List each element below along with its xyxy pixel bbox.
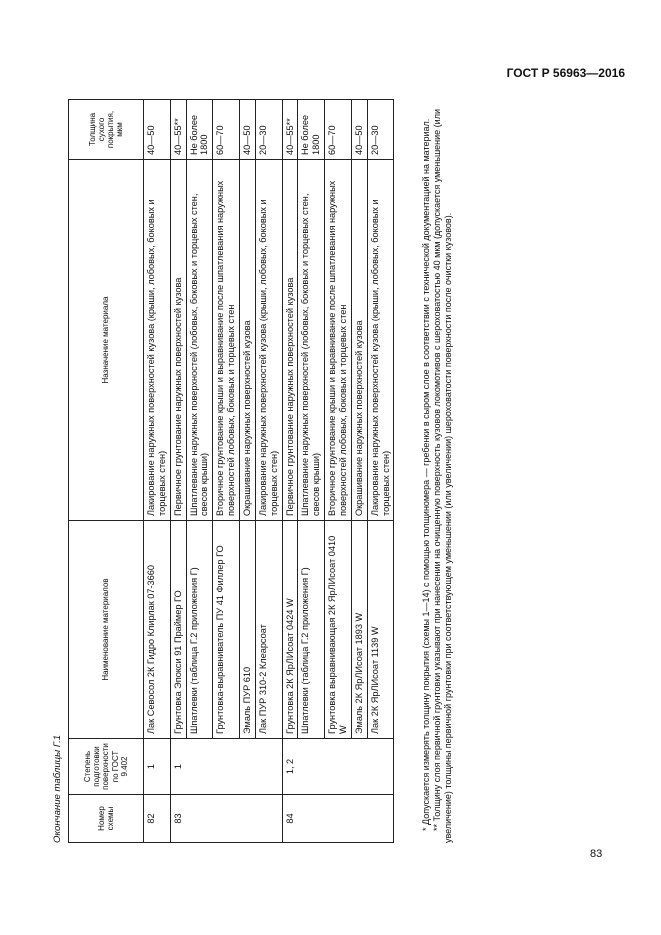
material-purpose: Лакирование наружных поверхностей кузова (крыши, лобовых, боковых и торцевых стен) bbox=[144, 160, 171, 521]
table-row bbox=[255, 100, 282, 843]
material-name: Грунтовка-выравниватель ПУ 41 Филлер ГО bbox=[213, 521, 240, 739]
material-purpose: Первичное грунтование наружных поверхностей кузова bbox=[282, 160, 298, 521]
material-name: Лак Севосол 2К Гидро Клирлак 07-3660 bbox=[144, 521, 171, 739]
prep-degree: 1, 2 bbox=[282, 739, 394, 795]
header-dry-thickness: Толщина сухого покрытия, мкм bbox=[69, 100, 144, 160]
material-purpose: Окрашивание наружных поверхностей кузова bbox=[351, 160, 367, 521]
table-header-row bbox=[69, 100, 144, 843]
table-row bbox=[144, 100, 171, 843]
material-name: Эмаль 2К ЯрЛИсоат 1893 W bbox=[351, 521, 367, 739]
table-row bbox=[351, 100, 367, 843]
thickness-value: 40—55** bbox=[282, 100, 298, 160]
table-row bbox=[367, 100, 394, 843]
thickness-value: 40—50 bbox=[351, 100, 367, 160]
footnote-2: ** Толщину слоя первичной грунтовки указывают при нанесении на очищенную поверхность кузовов локомотивов с шероховатостью 40 мкм (допускается уменьшение (или увеличение) толщины первичной грунтовки при соответствующем уменьшении (или увеличении) шероховатости поверхности после очистки кузовов). bbox=[431, 109, 453, 843]
table-row bbox=[170, 100, 186, 843]
table-row bbox=[213, 100, 240, 843]
material-name: Грунтовка 2К ЯрЛИсоат 0424 W bbox=[282, 521, 298, 739]
material-name: Грунтовка Эпокси 91 Праймер ГО bbox=[170, 521, 186, 739]
table-caption: Окончание таблицы Г.1 bbox=[52, 734, 63, 843]
table-row bbox=[282, 100, 298, 843]
footnote-1: * Допускается измерять толщину покрытия (схемы 1—14) с помощью толщиномера — гребенки в сыром слое в соответствии с технической документацией на материал. bbox=[421, 118, 431, 831]
material-name: Лак ПУР 310-2 Клеарсоат bbox=[255, 521, 282, 739]
scheme-number: 84 bbox=[282, 795, 394, 843]
table-row bbox=[325, 100, 352, 843]
thickness-value: 20—30 bbox=[367, 100, 394, 160]
table-row bbox=[240, 100, 256, 843]
material-name: Шпатлевки (таблица Г.2 приложения Г) bbox=[186, 521, 213, 739]
thickness-value: 20—30 bbox=[255, 100, 282, 160]
material-name: Шпатлевки (таблица Г.2 приложения Г) bbox=[298, 521, 325, 739]
material-name: Эмаль ПУР 610 bbox=[240, 521, 256, 739]
thickness-value: 40—50 bbox=[144, 100, 171, 160]
material-name: Грунтовка выравнивающая 2К ЯрЛИсоат 0410 W bbox=[325, 521, 352, 739]
standard-number: ГОСТ Р 56963—2016 bbox=[506, 66, 625, 80]
thickness-value: Не более 1800 bbox=[186, 100, 213, 160]
table-row bbox=[186, 100, 213, 843]
material-purpose: Окрашивание наружных поверхностей кузова bbox=[240, 160, 256, 521]
header-scheme-number: Номер схемы bbox=[69, 795, 144, 843]
thickness-value: 60—70 bbox=[213, 100, 240, 160]
material-name: Лак 2К ЯрЛИсоат 1139 W bbox=[367, 521, 394, 739]
material-purpose: Лакирование наружных поверхностей кузова (крыши, лобовых, боковых и торцевых стен) bbox=[255, 160, 282, 521]
table-row bbox=[298, 100, 325, 843]
material-purpose: Шпатлевание наружных поверхностей (лобовых, боковых и торцевых стен, свесов крыши) bbox=[298, 160, 325, 521]
page-number: 83 bbox=[590, 848, 603, 860]
thickness-value: 60—70 bbox=[325, 100, 352, 160]
material-purpose: Вторичное грунтование крыши и выравнивание после шпатлевания наружных поверхностей лобовых, боковых и торцевых стен bbox=[325, 160, 352, 521]
scheme-number: 83 bbox=[170, 795, 282, 843]
table-footnotes bbox=[421, 100, 453, 843]
thickness-value: 40—50 bbox=[240, 100, 256, 160]
thickness-value: Не более 1800 bbox=[298, 100, 325, 160]
material-purpose: Шпатлевание наружных поверхностей (лобовых, боковых и торцевых стен, свесов крыши) bbox=[186, 160, 213, 521]
rotated-page-content bbox=[52, 100, 492, 843]
prep-degree: 1 bbox=[144, 739, 171, 795]
material-purpose: Лакирование наружных поверхностей кузова (крыши, лобовых, боковых и торцевых стен) bbox=[367, 160, 394, 521]
material-purpose: Вторичное грунтование крыши и выравнивание после шпатлевания наружных поверхностей лобовых, боковых и торцевых стен bbox=[213, 160, 240, 521]
header-surface-prep: Степень подготовки поверхности по ГОСТ 9.402 bbox=[69, 739, 144, 795]
coating-schemes-table bbox=[68, 99, 394, 843]
scheme-number: 82 bbox=[144, 795, 171, 843]
header-material-name: Наименование материалов bbox=[69, 521, 144, 739]
header-material-purpose: Назначение материала bbox=[69, 160, 144, 521]
material-purpose: Первичное грунтование наружных поверхностей кузова bbox=[170, 160, 186, 521]
thickness-value: 40—55** bbox=[170, 100, 186, 160]
prep-degree: 1 bbox=[170, 739, 282, 795]
